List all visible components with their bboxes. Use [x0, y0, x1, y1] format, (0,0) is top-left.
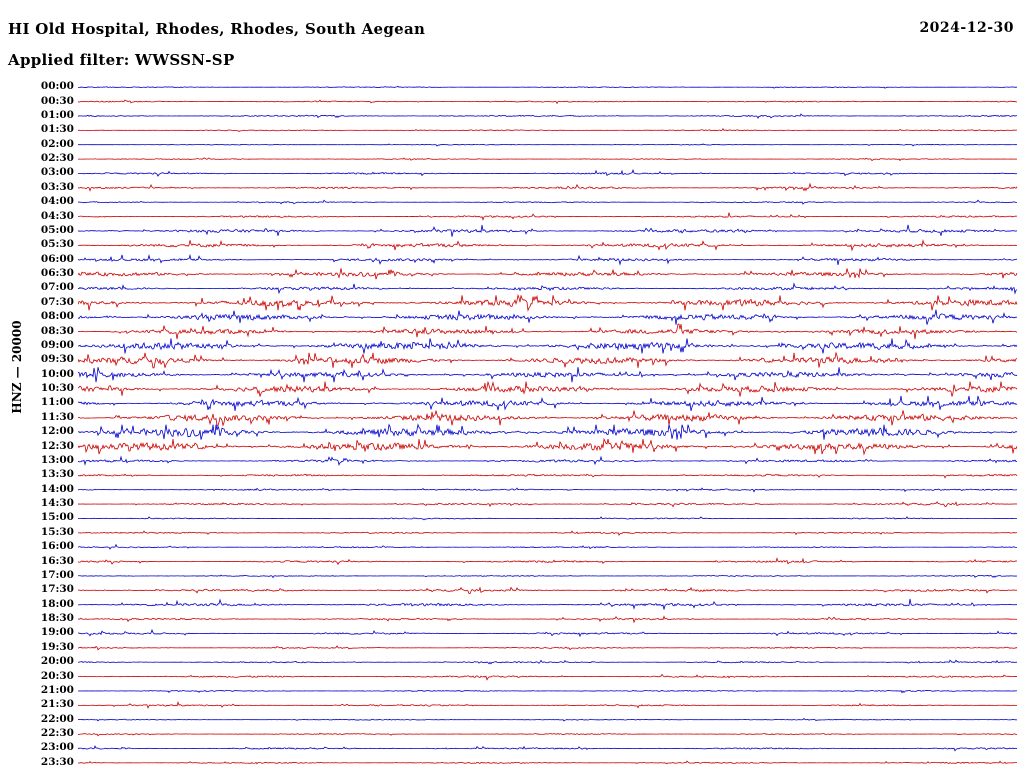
waveform-trace [78, 213, 1017, 220]
waveform-trace [78, 170, 1017, 176]
waveform-trace [78, 630, 1017, 636]
time-tick-label: 13:00 [40, 453, 74, 466]
waveform-trace [78, 517, 1017, 520]
time-tick-label: 15:30 [40, 525, 74, 538]
time-tick-label: 08:30 [40, 324, 74, 337]
time-tick-label: 00:00 [40, 80, 74, 93]
time-tick-label: 16:30 [40, 554, 74, 567]
time-tick-label: 16:00 [40, 540, 74, 553]
time-tick-label: 17:00 [40, 568, 74, 581]
time-tick-label: 06:00 [40, 252, 74, 265]
waveform-trace [78, 502, 1017, 507]
waveform-trace [78, 746, 1017, 751]
waveform-trace [78, 558, 1017, 564]
time-tick-label: 09:30 [40, 353, 74, 366]
waveform-trace [78, 268, 1017, 279]
waveform-trace [78, 646, 1017, 650]
time-tick-label: 19:00 [40, 626, 74, 639]
waveform-trace [78, 599, 1017, 610]
waveform-trace [78, 338, 1017, 353]
y-axis-label: HNZ — 20000 [10, 320, 24, 414]
waveform-trace [78, 674, 1017, 679]
time-tick-label: 10:00 [40, 367, 74, 380]
waveform-trace [78, 531, 1017, 535]
time-tick-label: 20:00 [40, 655, 74, 668]
waveform-trace [78, 396, 1017, 411]
time-tick-label: 18:30 [40, 612, 74, 625]
time-tick-label: 13:30 [40, 468, 74, 481]
waveform-trace [78, 545, 1017, 549]
waveform-trace [78, 353, 1017, 368]
time-tick-label: 12:30 [40, 439, 74, 452]
time-tick-label: 19:30 [40, 640, 74, 653]
time-tick-label: 03:30 [40, 180, 74, 193]
waveform-trace [78, 86, 1017, 88]
waveform-trace [78, 410, 1017, 425]
waveform-trace [78, 616, 1017, 622]
waveform-trace [78, 439, 1017, 454]
time-tick-label: 22:00 [40, 712, 74, 725]
waveform-trace [78, 702, 1017, 707]
time-tick-label: 10:30 [40, 382, 74, 395]
time-tick-label: 04:00 [40, 195, 74, 208]
time-tick-label: 02:00 [40, 137, 74, 150]
waveform-trace [78, 255, 1017, 265]
time-tick-label: 00:30 [40, 94, 74, 107]
waveform-trace [78, 488, 1017, 492]
waveform-trace [78, 240, 1017, 250]
waveform-trace [78, 660, 1017, 664]
time-tick-label: 12:00 [40, 425, 74, 438]
time-tick-label: 18:00 [40, 597, 74, 610]
waveform-trace [78, 310, 1017, 325]
time-tick-label: 01:00 [40, 108, 74, 121]
time-tick-label: 20:30 [40, 669, 74, 682]
waveform-trace [78, 761, 1017, 764]
waveform-trace [78, 284, 1017, 293]
waveform-trace [78, 200, 1017, 204]
time-tick-label: 04:30 [40, 209, 74, 222]
time-tick-label: 01:30 [40, 123, 74, 136]
waveform-trace [78, 144, 1017, 146]
waveform-trace [78, 382, 1017, 397]
waveform-trace [78, 295, 1017, 310]
waveform-trace [78, 690, 1017, 692]
time-axis-ticks [0, 80, 74, 770]
waveform-trace [78, 100, 1017, 103]
time-tick-label: 11:00 [40, 396, 74, 409]
time-tick-label: 22:30 [40, 727, 74, 740]
time-tick-label: 21:30 [40, 698, 74, 711]
waveform-trace [78, 718, 1017, 720]
time-tick-label: 05:00 [40, 223, 74, 236]
time-tick-label: 06:30 [40, 267, 74, 280]
waveform-trace [78, 324, 1017, 339]
time-tick-label: 17:30 [40, 583, 74, 596]
record-date: 2024-12-30 [919, 20, 1014, 36]
helicorder-plot [78, 80, 1018, 770]
time-tick-label: 14:30 [40, 497, 74, 510]
waveform-trace [78, 158, 1017, 161]
waveform-trace [78, 733, 1017, 736]
waveform-trace [78, 129, 1017, 132]
time-tick-label: 23:00 [40, 741, 74, 754]
time-tick-label: 14:00 [40, 482, 74, 495]
time-tick-label: 02:30 [40, 152, 74, 165]
waveform-trace [78, 588, 1017, 594]
waveform-canvas [78, 80, 1018, 770]
waveform-trace [78, 114, 1017, 118]
time-tick-label: 11:30 [40, 410, 74, 423]
waveform-trace [78, 184, 1017, 191]
time-tick-label: 07:00 [40, 281, 74, 294]
waveform-trace [78, 457, 1017, 465]
time-tick-label: 15:00 [40, 511, 74, 524]
time-tick-label: 07:30 [40, 295, 74, 308]
applied-filter-label: Applied filter: WWSSN-SP [8, 51, 235, 69]
waveform-trace [78, 367, 1017, 382]
time-tick-label: 05:30 [40, 238, 74, 251]
time-tick-label: 03:00 [40, 166, 74, 179]
time-tick-label: 23:30 [40, 755, 74, 768]
time-tick-label: 21:00 [40, 683, 74, 696]
waveform-trace [78, 474, 1017, 478]
waveform-trace [78, 225, 1017, 237]
page-title: HI Old Hospital, Rhodes, Rhodes, South Aegean [8, 20, 426, 38]
time-tick-label: 09:00 [40, 338, 74, 351]
time-tick-label: 08:00 [40, 310, 74, 323]
waveform-trace [78, 425, 1017, 440]
waveform-trace [78, 575, 1017, 577]
